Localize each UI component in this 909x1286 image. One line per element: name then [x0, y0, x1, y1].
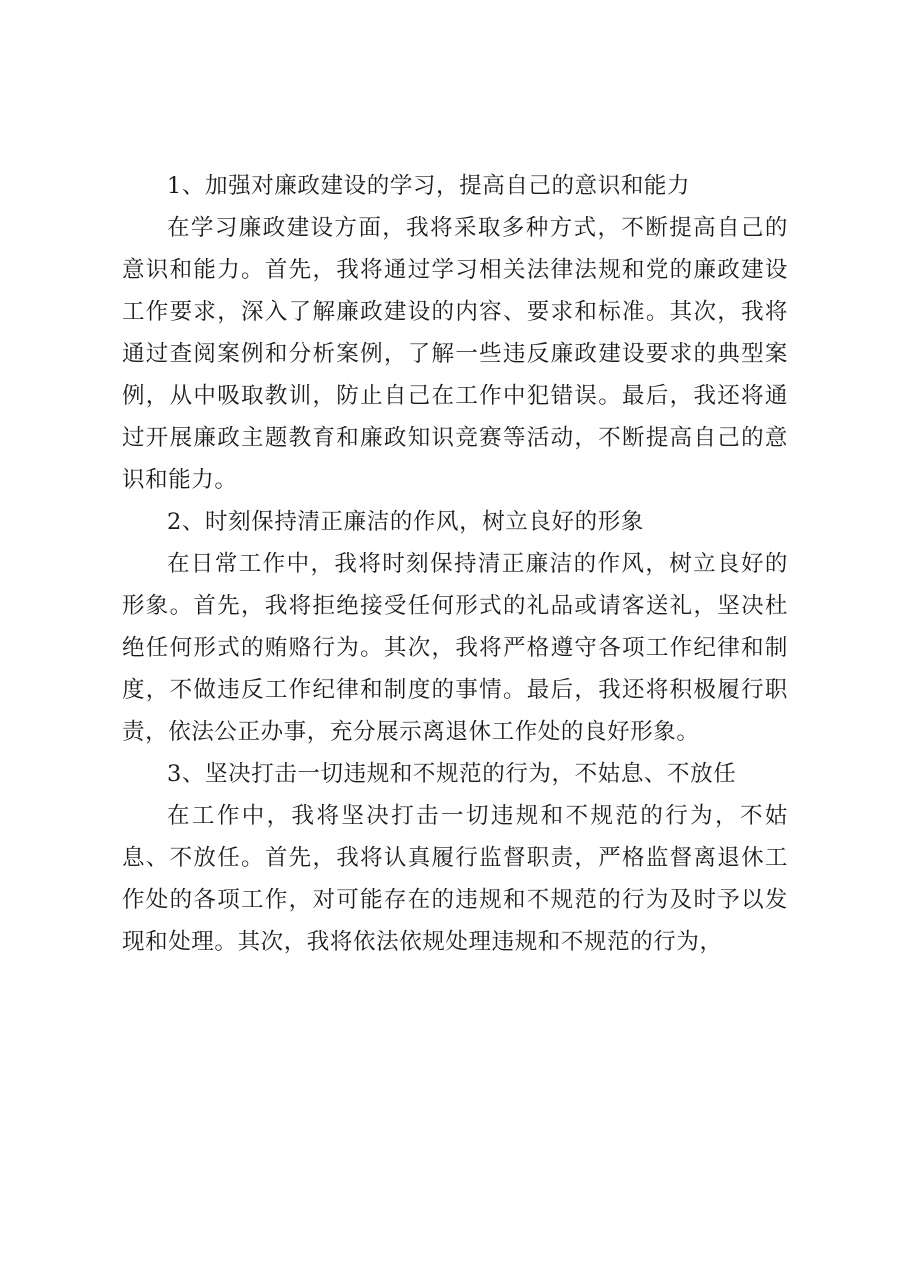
section-heading-2: 2、时刻保持清正廉洁的作风，树立良好的形象	[167, 509, 644, 535]
section-paragraph-3: 在工作中，我将坚决打击一切违规和不规范的行为，不姑息、不放任。首先，我将认真履行监督职责，严格监督离退休工作处的各项工作，对可能存在的违规和不规范的行为及时予以发现和处理。其次，我将依法依规处理违规和不规范的行为，	[122, 803, 788, 955]
section-paragraph-1: 在学习廉政建设方面，我将采取多种方式，不断提高自己的意识和能力。首先，我将通过学习相关法律法规和党的廉政建设工作要求，深入了解廉政建设的内容、要求和标准。其次，我将通过查阅案例和分析案例，了解一些违反廉政建设要求的典型案例，从中吸取教训，防止自己在工作中犯错误。最后，我还将通过开展廉政主题教育和廉政知识竞赛等活动，不断提高自己的意识和能力。	[122, 215, 788, 493]
section-paragraph-2: 在日常工作中，我将时刻保持清正廉洁的作风，树立良好的形象。首先，我将拒绝接受任何形式的礼品或请客送礼，坚决杜绝任何形式的贿赂行为。其次，我将严格遵守各项工作纪律和制度，不做违反工作纪律和制度的事情。最后，我还将积极履行职责，依法公正办事，充分展示离退休工作处的良好形象。	[122, 551, 788, 745]
document-body	[122, 165, 788, 963]
section-heading-3: 3、坚决打击一切违规和不规范的行为，不姑息、不放任	[167, 761, 737, 787]
section-heading-1: 1、加强对廉政建设的学习，提高自己的意识和能力	[167, 173, 691, 199]
